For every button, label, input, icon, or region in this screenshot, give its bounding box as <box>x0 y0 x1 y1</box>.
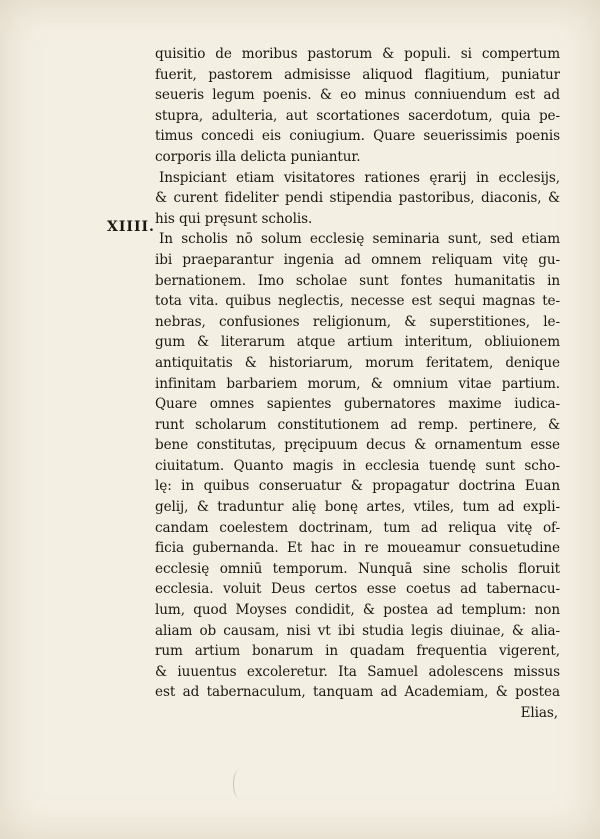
text-line: tota vita. quibus neglectis, necesse est sequi magnas te- <box>155 293 560 310</box>
text-line: nebras, confusiones religionum, & superstitiones, le- <box>155 313 560 330</box>
text-line: antiquitatis & historiarum, morum feritatem, denique <box>155 354 560 371</box>
text-line: bene constitutas, pręcipuum decus & ornamentum esse <box>155 437 560 454</box>
text-line: Quare omnes sapientes gubernatores maxime iudica- <box>155 396 560 413</box>
paper-crease <box>233 770 244 798</box>
text-line: rum artium bonarum in quadam frequentia vigerent, <box>155 643 560 660</box>
text-line: ciuitatum. Quanto magis in ecclesia tuendę sunt scho- <box>155 457 560 474</box>
margin-section-number: XIIII. <box>107 219 155 235</box>
text-line: his qui pręsunt scholis. <box>155 210 313 227</box>
text-line: lę: in quibus conseruatur & propagatur doctrina Euan <box>155 478 560 495</box>
text-line: candam coelestem doctrinam, tum ad reliqua vitę of- <box>155 519 560 536</box>
text-line: gum & literarum atque artium interitum, obliuionem <box>155 334 560 351</box>
text-line: runt scholarum constitutionem ad remp. pertinere, & <box>155 416 560 433</box>
text-line: Elias, <box>520 705 558 721</box>
text-line: ecclesię omniū temporum. Nunquā sine scholis floruit <box>155 560 560 577</box>
text-line: est ad tabernaculum, tanquam ad Academiam, & postea <box>155 684 560 701</box>
text-line: ibi praeparantur ingenia ad omnem reliquam vitę gu- <box>155 251 560 268</box>
text-line: ficia gubernanda. Et hac in re moueamur consuetudine <box>155 540 560 557</box>
text-line: ecclesia. voluit Deus certos esse coetus ad tabernacu- <box>155 581 560 598</box>
text-line: seueris legum poenis. & eo minus conniuendum est ad <box>155 87 560 104</box>
text-line: bernationem. Imo scholae sunt fontes humanitatis in <box>155 272 560 289</box>
text-line: quisitio de moribus pastorum & populi. si compertum <box>155 46 560 62</box>
body-text <box>155 44 560 724</box>
text-line: infinitam barbariem morum, & omnium vitae partium. <box>155 375 560 392</box>
text-line: lum, quod Moyses condidit, & postea ad templum: non <box>155 602 560 619</box>
text-line: corporis illa delicta puniantur. <box>155 148 361 165</box>
text-line: & iuuentus excoleretur. Ita Samuel adolescens missus <box>155 663 560 680</box>
text-line: Inspiciant etiam visitatores rationes ęrarij in ecclesijs, <box>159 169 560 186</box>
text-line: aliam ob causam, nisi vt ibi studia legis diuinae, & alia- <box>155 622 560 639</box>
text-line: fuerit, pastorem admisisse aliquod flagitium, puniatur <box>155 66 560 83</box>
text-line: In scholis nō solum ecclesię seminaria sunt, sed etiam <box>159 231 560 248</box>
text-line: stupra, adulteria, aut scortationes sacerdotum, quia pe- <box>155 107 560 124</box>
text-line: gelij, & traduntur alię bonę artes, vtiles, tum ad expli- <box>155 499 560 516</box>
text-line: timus concedi eis coniugium. Quare seuerissimis poenis <box>155 128 560 145</box>
text-line: & curent fideliter pendi stipendia pastoribus, diaconis, & <box>155 190 560 207</box>
